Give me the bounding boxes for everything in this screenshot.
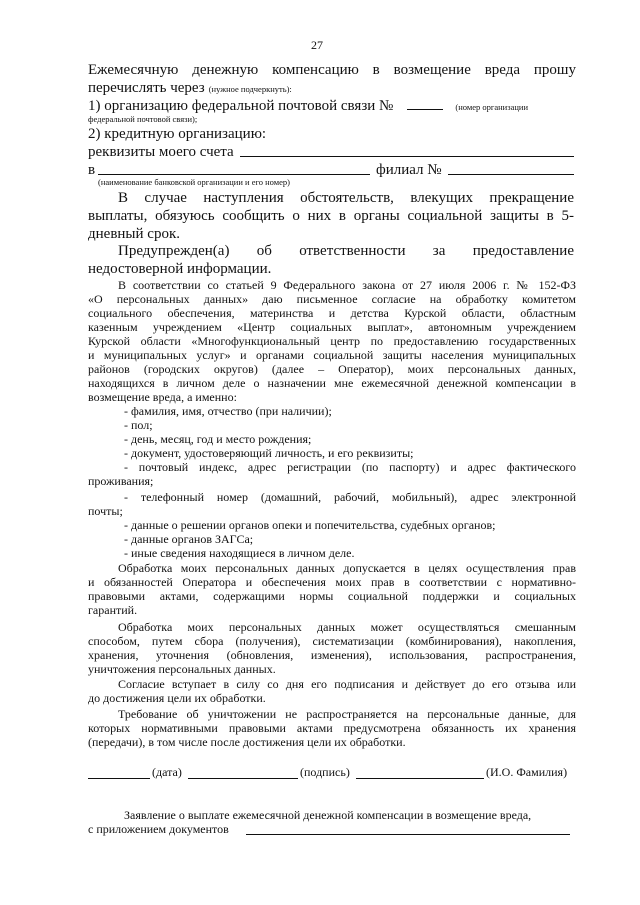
- bank-note: (наименование банковской организации и его номер): [98, 177, 290, 187]
- obligation-line-3: дневный срок.: [88, 226, 180, 242]
- bank-name-blank[interactable]: [98, 174, 370, 175]
- option-post-note-b: федеральной почтовой связи);: [88, 114, 198, 124]
- list-item-address-cont: проживания;: [88, 474, 154, 488]
- signature-label: (подпись): [300, 765, 350, 779]
- date-label: (дата): [152, 765, 182, 779]
- purpose-line-4: гарантий.: [88, 603, 138, 617]
- list-item-address: - почтовый индекс, адрес регистрации (по паспорту) и адрес фактического: [124, 460, 576, 474]
- consent-line-7: районов (городских округов) (далее – Оператор), моих персональных данных,: [88, 362, 576, 376]
- validity-line-1: Согласие вступает в силу со дня его подписания и действует до его отзыва или: [118, 677, 576, 691]
- consent-line-1: В соответствии со статьей 9 Федерального закона от 27 июля 2006 г. № 152-ФЗ: [118, 278, 576, 292]
- consent-line-8: находящихся в личном деле о назначении мне ежемесячной денежной компенсации в: [88, 376, 576, 390]
- list-item: - пол;: [124, 418, 153, 432]
- footer-line-2: с приложением документов: [88, 822, 229, 836]
- method-line-3: хранения, уточнения (обновления, изменения), использования, распространения,: [88, 648, 576, 662]
- option-post-note-a: (номер организации: [455, 102, 528, 112]
- branch-label: филиал №: [376, 162, 442, 178]
- validity-line-2: до достижения цели их обработки.: [88, 691, 266, 705]
- option-bank-text: 2) кредитную организацию:: [88, 126, 267, 142]
- consent-line-5: Курской области «Многофункциональный центр по предоставлению государственных: [88, 334, 576, 348]
- purpose-line-2: и обязанностей Оператора и обеспечения моих прав в соответствии с нормативно-: [88, 575, 576, 589]
- footer-line-1: Заявление о выплате ежемесячной денежной компенсации в возмещение вреда,: [124, 808, 532, 822]
- option-post-line: [88, 97, 528, 115]
- list-item-phone-cont: почты;: [88, 504, 123, 518]
- consent-line-2: «О персональных данных» даю письменное согласие на обработку комитетом: [88, 292, 576, 306]
- list-item: - день, месяц, год и место рождения;: [124, 432, 312, 446]
- warning-line-1: Предупрежден(а) об ответственности за предоставление: [118, 243, 574, 259]
- payment-via-note: (нужное подчеркнуть):: [208, 84, 292, 94]
- consent-line-4: казенным учреждением «Центр социальных выплат», автономным учреждением: [88, 320, 576, 334]
- list-item-phone: - телефонный номер (домашний, рабочий, мобильный), адрес электронной: [124, 490, 576, 504]
- list-item: - данные органов ЗАГСа;: [124, 532, 254, 546]
- consent-line-3: социального обеспечения, материнства и детства Курской области, областным: [88, 306, 576, 320]
- purpose-line-3: правовыми актами, содержащими нормы социальной поддержки и социальных: [88, 589, 576, 603]
- obligation-line-1: В случае наступления обстоятельств, влекущих прекращение: [118, 190, 574, 206]
- method-line-4: уничтожения персональных данных.: [88, 662, 276, 676]
- destruction-line-1: Требование об уничтожении не распространяется на персональные данные, для: [118, 707, 576, 721]
- consent-line-6: и муниципальных услуг» и органами социальной защиты населения муниципальных: [88, 348, 576, 362]
- list-item: - данные о решении органов опеки и попечительства, судебных органов;: [124, 518, 496, 532]
- signature-blank[interactable]: [188, 778, 298, 779]
- payment-request-line: Ежемесячную денежную компенсацию в возмещение вреда прошу: [88, 62, 576, 78]
- option-post-text: 1) организацию федеральной почтовой связи №: [88, 98, 394, 114]
- documents-blank[interactable]: [246, 834, 570, 835]
- list-item: - фамилия, имя, отчество (при наличии);: [124, 404, 332, 418]
- date-blank[interactable]: [88, 778, 150, 779]
- list-item: - документ, удостоверяющий личность, и его реквизиты;: [124, 446, 414, 460]
- purpose-line-1: Обработка моих персональных данных допускается в целях осуществления прав: [118, 561, 576, 575]
- post-office-number-blank[interactable]: [407, 97, 443, 110]
- name-label: (И.О. Фамилия): [486, 765, 568, 779]
- payment-via-line: [88, 79, 292, 97]
- payment-via-text: перечислять через: [88, 80, 205, 96]
- consent-line-9: возмещение вреда, а именно:: [88, 390, 237, 404]
- account-details-blank[interactable]: [240, 156, 574, 157]
- destruction-line-2: которых нормативными правовыми актами предусмотрена обязанность их хранения: [88, 721, 576, 735]
- method-line-1: Обработка моих персональных данных может осуществляться смешанным: [118, 620, 576, 634]
- warning-line-2: недостоверной информации.: [88, 261, 272, 277]
- list-item: - иные сведения находящиеся в личном деле.: [124, 546, 355, 560]
- page-number: 27: [311, 38, 323, 52]
- branch-number-blank[interactable]: [448, 174, 574, 175]
- method-line-2: способом, путем сбора (получения), систематизации (комбинирования), накопления,: [88, 634, 576, 648]
- name-blank[interactable]: [356, 778, 484, 779]
- destruction-line-3: (передачи), в том числе после достижения цели их обработки.: [88, 735, 406, 749]
- obligation-line-2: выплаты, обязуюсь сообщить о них в органы социальной защиты в 5-: [88, 208, 574, 224]
- bank-prefix: в: [88, 162, 96, 178]
- account-label: реквизиты моего счета: [88, 144, 234, 160]
